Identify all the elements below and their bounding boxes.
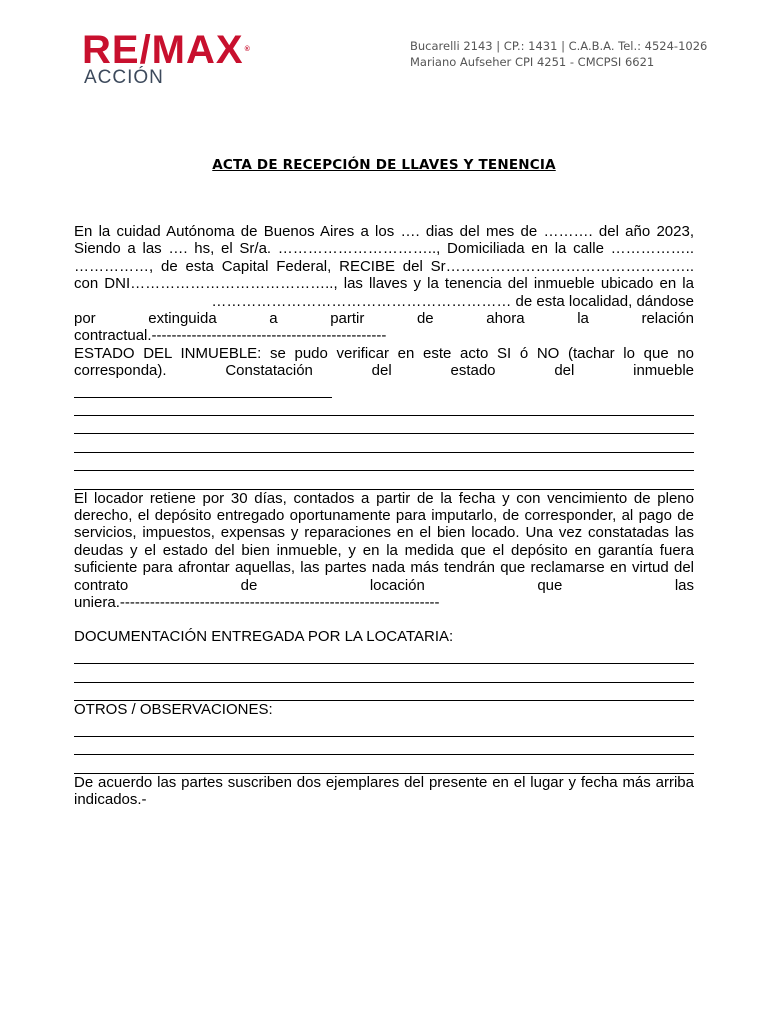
contact-info xyxy=(410,38,707,70)
documentacion-label: DOCUMENTACIÓN ENTREGADA POR LA LOCATARIA: xyxy=(74,628,454,646)
fill-line xyxy=(74,664,694,682)
document-body xyxy=(74,223,694,808)
fill-line xyxy=(74,737,694,755)
fill-line xyxy=(74,646,694,664)
paragraph-line: contractual.----------------------------------------------- xyxy=(74,327,387,345)
contact-address: Bucarelli 2143 | CP.: 1431 | C.A.B.A. Tel.: 4524-1026 xyxy=(410,39,708,53)
remax-accion-logo xyxy=(82,30,262,92)
contact-license: Mariano Aufseher CPI 4251 - CMCPSI 6621 xyxy=(410,55,655,69)
paragraph-line: por extinguida a partir de ahora la relación xyxy=(74,310,694,328)
paragraph-line: …………………………………………………… de esta localidad, dándose xyxy=(211,292,694,310)
fill-line xyxy=(74,416,694,434)
paragraph-line: ……………, de esta Capital Federal, RECIBE del Sr………………………………………….. xyxy=(74,257,694,275)
document-title: ACTA DE RECEPCIÓN DE LLAVES Y TENENCIA xyxy=(212,157,556,173)
deposit-paragraph-end: uniera.---------------------------------------------------------------- xyxy=(74,594,440,612)
paragraph-line: ESTADO DEL INMUEBLE: se pudo verificar en este acto SI ó NO (tachar lo que no xyxy=(74,344,694,362)
logo-remax-text: RE/MAX xyxy=(82,28,244,72)
fill-line xyxy=(74,434,694,452)
otros-label: OTROS / OBSERVACIONES: xyxy=(74,701,273,719)
deposit-paragraph: El locador retiene por 30 días, contados a partir de la fecha y con vencimiento de pleno derecho, el depósito entregado oportunamente para imputarlo, de corresponder, al pago de servicios, impuestos, expensas y reparaciones en el bien locado. Una vez constatadas las deudas y el estado del bien inmueble, y en la medida que el depósito en garantía fuera suficiente para afrontar aquellas, las partes nada más tendrán que reclamarse en virtud del contrato de locación que las xyxy=(74,489,694,594)
paragraph-line: En la cuidad Autónoma de Buenos Aires a los …. dias del mes de ………. del año 2023, xyxy=(74,223,694,240)
closing-paragraph: De acuerdo las partes suscriben dos ejemplares del presente en el lugar y fecha más arriba indicados.- xyxy=(74,773,694,809)
registered-icon: ® xyxy=(244,46,251,53)
paragraph-line: con DNI………………………………….., las llaves y la tenencia del inmueble ubicado en la xyxy=(74,275,694,293)
fill-line xyxy=(74,398,694,416)
paragraph-line: corresponda). Constatación del estado del inmueble xyxy=(74,362,694,380)
paragraph-line: Siendo a las …. hs, el Sr/a. ………………………….., Domiciliada en la calle …………….. xyxy=(74,240,694,258)
fill-line xyxy=(74,683,694,701)
logo-accion-text: ACCIÓN xyxy=(84,67,164,88)
logo-remax-wordmark xyxy=(82,30,262,70)
fill-line xyxy=(74,453,694,471)
fill-line xyxy=(74,755,694,773)
fill-line xyxy=(74,718,694,736)
fill-line xyxy=(74,471,694,489)
